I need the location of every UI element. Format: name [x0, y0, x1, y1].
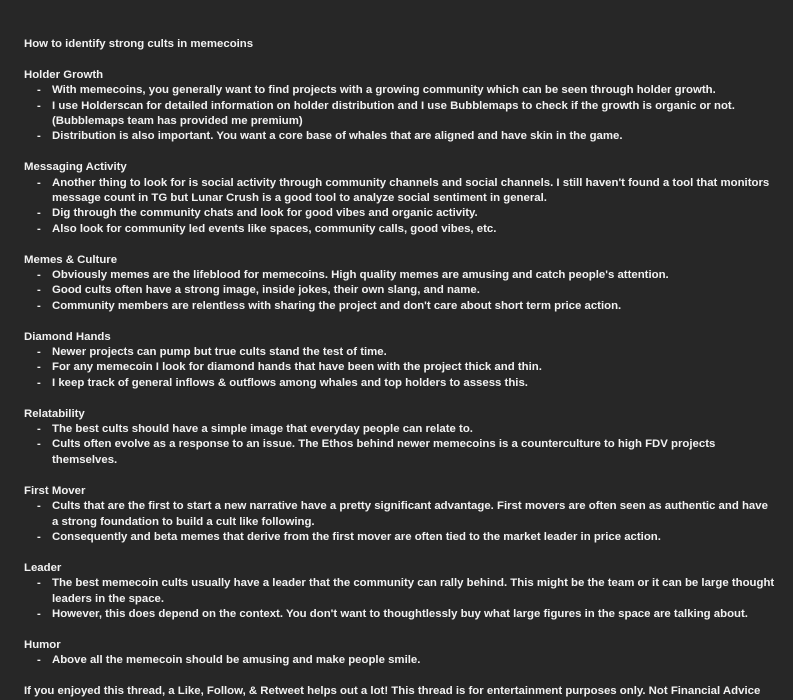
bullet-item — [37, 206, 777, 221]
bullet-list — [24, 268, 777, 314]
bullet-item — [37, 268, 777, 283]
section-leader — [24, 561, 777, 623]
bullet-item — [37, 176, 777, 207]
section-humor — [24, 638, 777, 669]
section-memes-culture — [24, 253, 777, 315]
section-heading: Messaging Activity — [24, 161, 127, 174]
bullet-text: The best memecoin cults usually have a leader that the community can rally behind. This might be the team or it can be large thought leaders in the space. — [52, 577, 775, 605]
section-relatability — [24, 407, 777, 469]
bullet-text: I use Holderscan for detailed information on holder distribution and I use Bubblemaps to check if the growth is organic or not. (Bubblemaps team has provided me premium) — [52, 99, 735, 128]
bullet-dash: - — [37, 222, 41, 235]
bullet-item — [37, 653, 777, 668]
bullet-list — [24, 422, 777, 468]
sections-container — [24, 68, 777, 669]
bullet-item — [37, 222, 777, 237]
section-heading: Humor — [24, 638, 61, 651]
bullet-item — [37, 360, 777, 375]
section-first-mover — [24, 484, 777, 546]
bullet-dash: - — [37, 207, 41, 220]
bullet-text: I keep track of general inflows & outflows among whales and top holders to assess this. — [52, 376, 528, 389]
bullet-list — [24, 83, 777, 145]
bullet-dash: - — [37, 299, 41, 312]
bullet-text: The best cults should have a simple image that everyday people can relate to. — [52, 423, 473, 436]
bullet-dash: - — [37, 346, 41, 359]
bullet-dash: - — [37, 176, 41, 189]
bullet-item — [37, 422, 777, 437]
footer-note: If you enjoyed this thread, a Like, Follow, & Retweet helps out a lot! This thread is for entertainment purposes only. Not Financial Advice — [24, 684, 761, 697]
bullet-text: For any memecoin I look for diamond hands that have been with the project thick and thin. — [52, 361, 542, 374]
bullet-text: With memecoins, you generally want to find projects with a growing community which can be seen through holder growth. — [52, 84, 716, 97]
bullet-dash: - — [37, 361, 41, 374]
section-diamond-hands — [24, 330, 777, 392]
bullet-item — [37, 283, 777, 298]
bullet-text: Cults often evolve as a response to an issue. The Ethos behind newer memecoins is a counterculture to high FDV projects themselves. — [52, 438, 716, 466]
section-heading: Memes & Culture — [24, 253, 118, 266]
bullet-list — [24, 576, 777, 622]
bullet-text: Newer projects can pump but true cults stand the test of time. — [52, 346, 387, 359]
bullet-list — [24, 653, 777, 668]
bullet-item — [37, 499, 777, 530]
bullet-dash: - — [37, 654, 41, 667]
section-heading: Holder Growth — [24, 68, 104, 81]
bullet-item — [37, 530, 777, 545]
bullet-item — [37, 83, 777, 98]
bullet-dash: - — [37, 500, 41, 513]
bullet-text: Consequently and beta memes that derive from the first mover are often tied to the market leader in price action. — [52, 530, 661, 543]
bullet-dash: - — [37, 423, 41, 436]
bullet-dash: - — [37, 530, 41, 543]
bullet-list — [24, 499, 777, 545]
bullet-item — [37, 576, 777, 607]
bullet-dash: - — [37, 577, 41, 590]
section-heading: Leader — [24, 561, 62, 574]
bullet-item — [37, 376, 777, 391]
section-heading: Diamond Hands — [24, 330, 111, 343]
bullet-text: Community members are relentless with sharing the project and don't care about short term price action. — [52, 299, 622, 312]
bullet-text: Distribution is also important. You want a core base of whales that are aligned and have skin in the game. — [52, 130, 623, 143]
bullet-dash: - — [37, 269, 41, 282]
bullet-text: Dig through the community chats and look for good vibes and organic activity. — [52, 207, 478, 220]
section-holder-growth — [24, 68, 777, 145]
bullet-item — [37, 345, 777, 360]
document-title: How to identify strong cults in memecoins — [24, 38, 254, 50]
bullet-dash: - — [37, 376, 41, 389]
bullet-list — [24, 345, 777, 391]
bullet-text: Good cults often have a strong image, inside jokes, their own slang, and name. — [52, 284, 480, 297]
bullet-list — [24, 176, 777, 238]
bullet-dash: - — [37, 84, 41, 97]
bullet-dash: - — [37, 438, 41, 451]
bullet-dash: - — [37, 130, 41, 143]
bullet-item — [37, 99, 777, 130]
section-messaging-activity — [24, 160, 777, 237]
bullet-text: Obviously memes are the lifeblood for memecoins. High quality memes are amusing and catch people's attention. — [52, 269, 669, 282]
bullet-dash: - — [37, 99, 41, 112]
bullet-item — [37, 299, 777, 314]
bullet-text: However, this does depend on the context. You don't want to thoughtlessly buy what large figures in the space are talking about. — [52, 607, 748, 620]
bullet-item — [37, 129, 777, 144]
bullet-text: Cults that are the first to start a new narrative have a pretty significant advantage. First movers are often seen as authentic and have a strong foundation to build a cult like following. — [52, 500, 768, 528]
section-heading: First Mover — [24, 484, 86, 497]
bullet-dash: - — [37, 607, 41, 620]
bullet-item — [37, 437, 777, 468]
section-heading: Relatability — [24, 407, 85, 420]
bullet-text: Also look for community led events like spaces, community calls, good vibes, etc. — [52, 222, 497, 235]
bullet-text: Another thing to look for is social activity through community channels and social channels. I still haven't found a tool that monitors message count in TG but Lunar Crush is a good tool to analyze social sentiment in general. — [52, 176, 770, 205]
bullet-text: Above all the memecoin should be amusing and make people smile. — [52, 654, 421, 667]
bullet-dash: - — [37, 284, 41, 297]
bullet-item — [37, 607, 777, 622]
